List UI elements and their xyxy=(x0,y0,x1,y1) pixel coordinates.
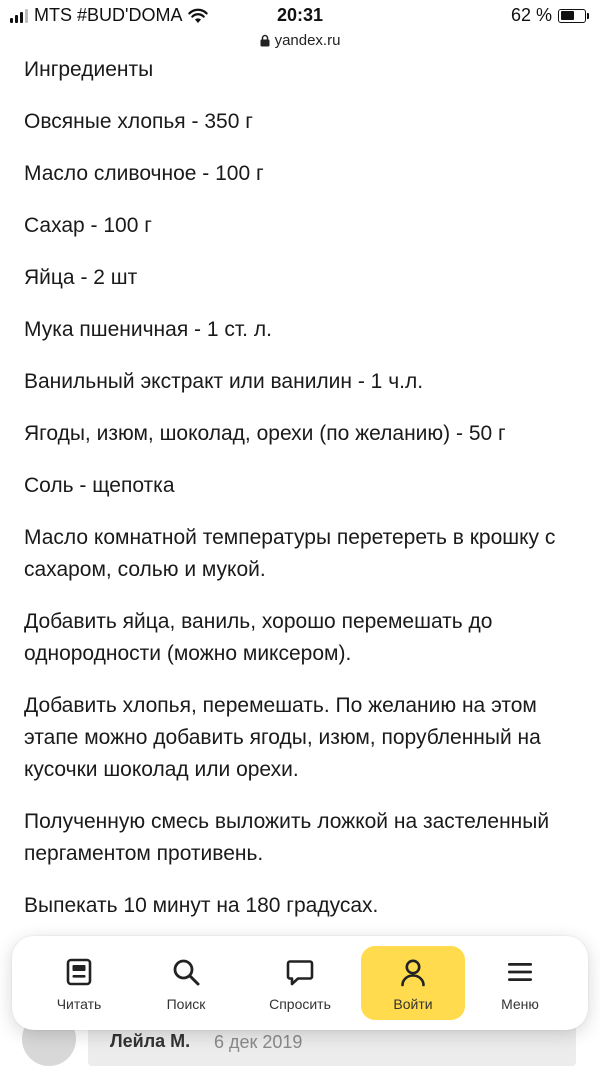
comment-author[interactable]: Лейла М. xyxy=(110,1031,191,1051)
comment-date: 6 дек 2019 xyxy=(214,1032,303,1052)
article-paragraph: Ягоды, изюм, шоколад, орехи (по желанию) - 50 г xyxy=(24,422,506,445)
status-time: 20:31 xyxy=(276,5,324,25)
battery-percent: 62 % xyxy=(510,5,552,25)
article-paragraph: Масло комнатной температуры перетереть в крошку с сахаром, солью и мукой. xyxy=(24,526,556,581)
address-bar[interactable] xyxy=(0,29,600,51)
nav-item-ask[interactable] xyxy=(248,946,352,1020)
article-paragraph: Добавить яйца, ваниль, хорошо перемешать до однородности (можно миксером). xyxy=(24,610,493,665)
url-text: yandex.ru xyxy=(274,31,341,49)
nav-label: Читать xyxy=(56,996,102,1012)
user-icon xyxy=(398,957,428,987)
nav-item-menu[interactable] xyxy=(468,946,572,1020)
read-icon xyxy=(64,957,94,987)
article-paragraph: Масло сливочное - 100 г xyxy=(24,162,264,185)
status-bar-right xyxy=(511,5,586,26)
nav-item-read[interactable] xyxy=(27,946,131,1020)
article-paragraph: Яйца - 2 шт xyxy=(24,266,138,289)
nav-item-login[interactable] xyxy=(361,946,465,1020)
ingredients-heading: Ингредиенты xyxy=(24,58,154,81)
battery-level xyxy=(561,11,574,20)
search-icon xyxy=(171,957,201,987)
nav-item-search[interactable] xyxy=(134,946,238,1020)
carrier-name: MTS #BUD'DOMA xyxy=(34,5,183,25)
chat-icon xyxy=(285,957,315,987)
nav-label: Меню xyxy=(501,996,539,1012)
article-body xyxy=(24,54,580,922)
status-bar xyxy=(0,0,600,32)
nav-label: Спросить xyxy=(269,996,331,1012)
nav-label: Поиск xyxy=(166,996,206,1012)
lock-icon xyxy=(260,34,270,47)
article-paragraph: Добавить хлопья, перемешать. По желанию на этом этапе можно добавить ягоды, изюм, порубленный на кусочки шоколад или орехи. xyxy=(24,694,541,781)
nav-label: Войти xyxy=(393,996,433,1012)
battery-icon xyxy=(558,9,586,23)
article-paragraph: Ванильный экстракт или ванилин - 1 ч.л. xyxy=(24,370,424,393)
article-paragraph: Сахар - 100 г xyxy=(24,214,152,237)
article-paragraph: Мука пшеничная - 1 ст. л. xyxy=(24,318,272,341)
menu-icon xyxy=(505,957,535,987)
bottom-nav xyxy=(12,936,588,1030)
article-paragraph: Овсяные хлопья - 350 г xyxy=(24,110,253,133)
article-paragraph: Выпекать 10 минут на 180 градусах. xyxy=(24,894,379,917)
article-paragraph: Соль - щепотка xyxy=(24,474,175,497)
article-paragraph: Полученную смесь выложить ложкой на застеленный пергаментом противень. xyxy=(24,810,550,865)
